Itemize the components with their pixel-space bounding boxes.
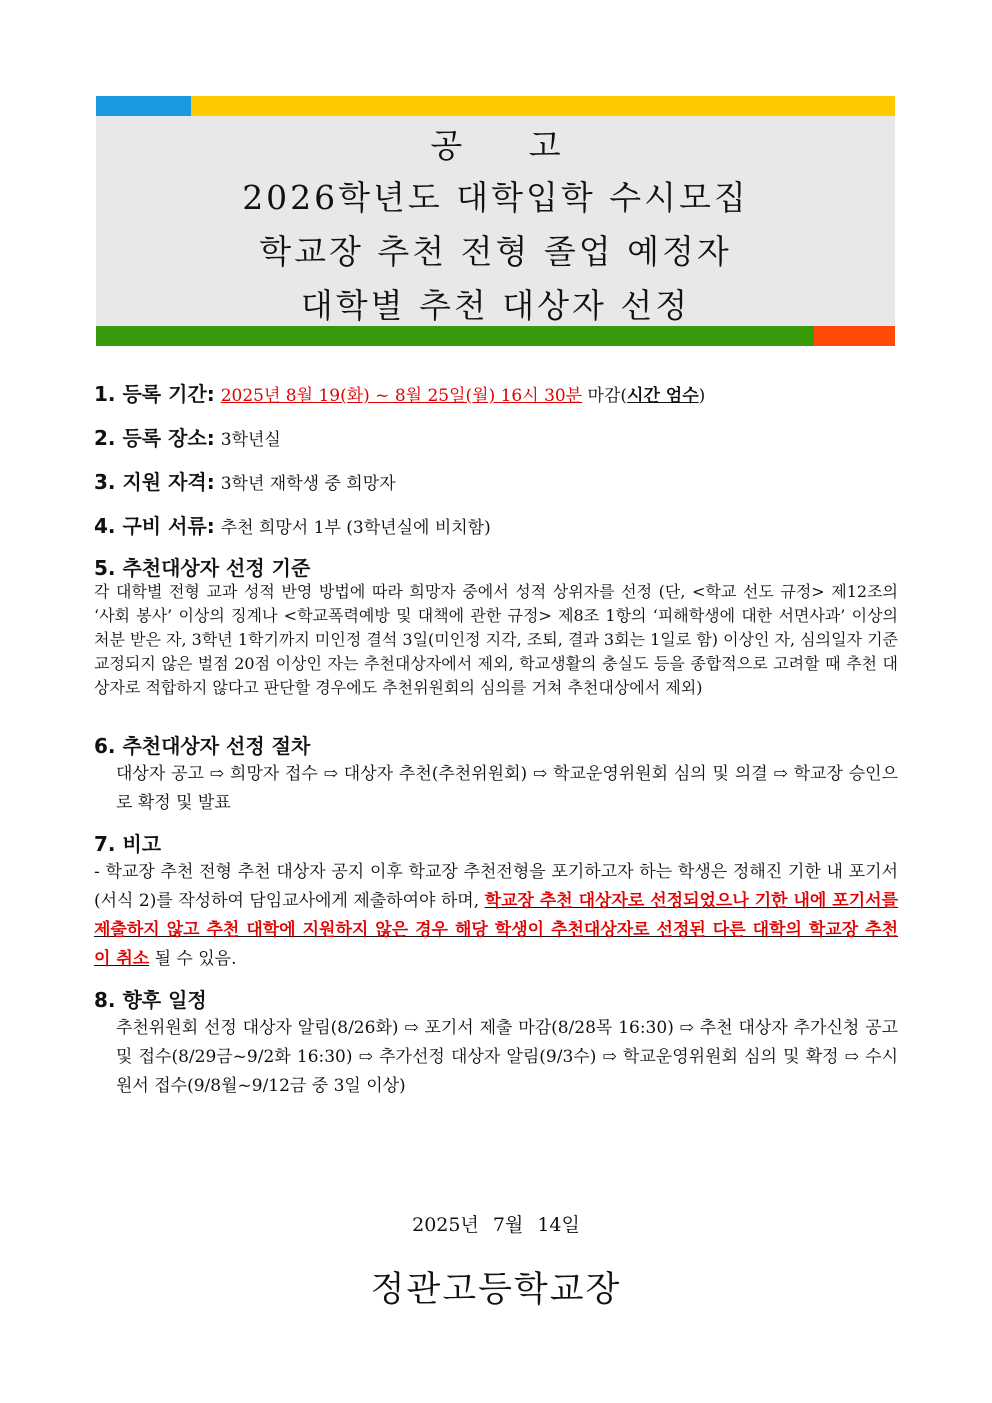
item-selection-criteria [94, 552, 898, 700]
school-principal-signature: 정관고등학교장 [370, 1270, 622, 1310]
bottom-bar-orange-segment [814, 326, 895, 346]
strict-time-note: 시간 엄수 [627, 386, 699, 406]
item-label: 8. 향후 일정 [94, 988, 207, 1012]
notice-heading: 공 고 [430, 126, 589, 165]
remarks-text [94, 858, 898, 974]
item-label: 2. 등록 장소: [94, 426, 215, 450]
bottom-color-bar [96, 326, 895, 346]
item-label: 6. 추천대상자 선정 절차 [94, 734, 311, 758]
item-documents [94, 510, 898, 554]
bottom-bar-green-segment [96, 326, 814, 346]
item-registration-place [94, 422, 898, 466]
item-label: 3. 지원 자격: [94, 470, 215, 494]
title-line-selection: 대학별 추천 대상자 선정 [300, 286, 691, 325]
top-bar-blue-segment [96, 96, 191, 116]
remarks-ending: 될 수 있음. [149, 949, 237, 969]
item-eligibility [94, 466, 898, 510]
registration-period-value [221, 381, 706, 406]
item-label: 5. 추천대상자 선정 기준 [94, 556, 311, 580]
selection-criteria-text: 각 대학별 전형 교과 성적 반영 방법에 따라 희망자 중에서 성적 상위자를 선정 (단, <학교 선도 규정> 제12조의 ‘사회 봉사’ 이상의 징계나 <학교폭력예방 및 대책에 관한 규정> 제8조 1항의 ‘피해학생에 대한 서면사과’ 이상의 처분 받은 자, 3학년 1학기까지 미인정 결석 3일(미인정 지각, 조퇴, 결과 3회는 1일로 함) 이상인 자, 심의일자 기준 교정되지 않은 벌점 20점 이상인 자는 추천대상자에서 제외, 학교생활의 충실도 등을 종합적으로 고려할 때 추천 대상자로 적합하지 않다고 판단할 경우에도 추천위원회의 심의를 거쳐 추천대상에서 제외) [94, 582, 898, 697]
title-banner [96, 96, 895, 346]
notice-body [94, 378, 898, 1101]
eligibility-value: 3학년 재학생 중 희망자 [220, 474, 396, 494]
remarks-warning: 학교장 추천 대상자로 선정되었으나 기한 내에 포기서를 제출하지 않고 추천 대학에 지원하지 않은 경우 해당 학생이 추천대상자로 선정된 다른 대학의 학교장 추천이 취소 [94, 891, 898, 969]
item-selection-procedure [94, 730, 898, 818]
item-label: 7. 비고 [94, 832, 162, 856]
selection-procedure-text: 대상자 공고 ⇨ 희망자 접수 ⇨ 대상자 추천(추천위원회) ⇨ 학교운영위원회 심의 및 의결 ⇨ 학교장 승인으로 확정 및 발표 [116, 764, 898, 813]
registration-place-value: 3학년실 [220, 430, 281, 450]
title-line-recommendation: 학교장 추천 전형 졸업 예정자 [259, 232, 732, 271]
remarks-intro: - 학교장 추천 전형 추천 대상자 공지 이후 학교장 추천전형을 포기하고자 하는 학생은 정해진 기한 내 포기서(서식 2)를 작성하여 담임교사에게 제출하여야 하며, [94, 862, 898, 911]
item-schedule [94, 984, 898, 1101]
item-label: 4. 구비 서류: [94, 514, 215, 538]
documents-value: 추천 희망서 1부 (3학년실에 비치함) [220, 518, 491, 538]
title-line-admission: 2026학년도 대학입학 수시모집 [242, 178, 749, 217]
deadline-text: 마감( [582, 386, 628, 406]
item-label: 1. 등록 기간: [94, 382, 215, 406]
schedule-text: 추천위원회 선정 대상자 알림(8/26화) ⇨ 포기서 제출 마감(8/28목 16:30) ⇨ 추천 대상자 추가신청 공고 및 접수(8/29금~9/2화 16:30) ⇨ 추가선정 대상자 알림(9/3수) ⇨ 학교운영위원회 심의 및 확정 ⇨ 수시원서 접수(9/8월~9/12금 중 3일 이상) [116, 1018, 898, 1096]
item-registration-period [94, 378, 898, 422]
top-color-bar [96, 96, 895, 116]
top-bar-yellow-segment [191, 96, 895, 116]
announcement-date: 2025년 7월 14일 [412, 1214, 580, 1236]
closing-paren: ) [698, 386, 706, 406]
registration-date: 2025년 8월 19(화) ~ 8월 25일(월) 16시 30분 [220, 386, 583, 406]
item-remarks [94, 828, 898, 974]
